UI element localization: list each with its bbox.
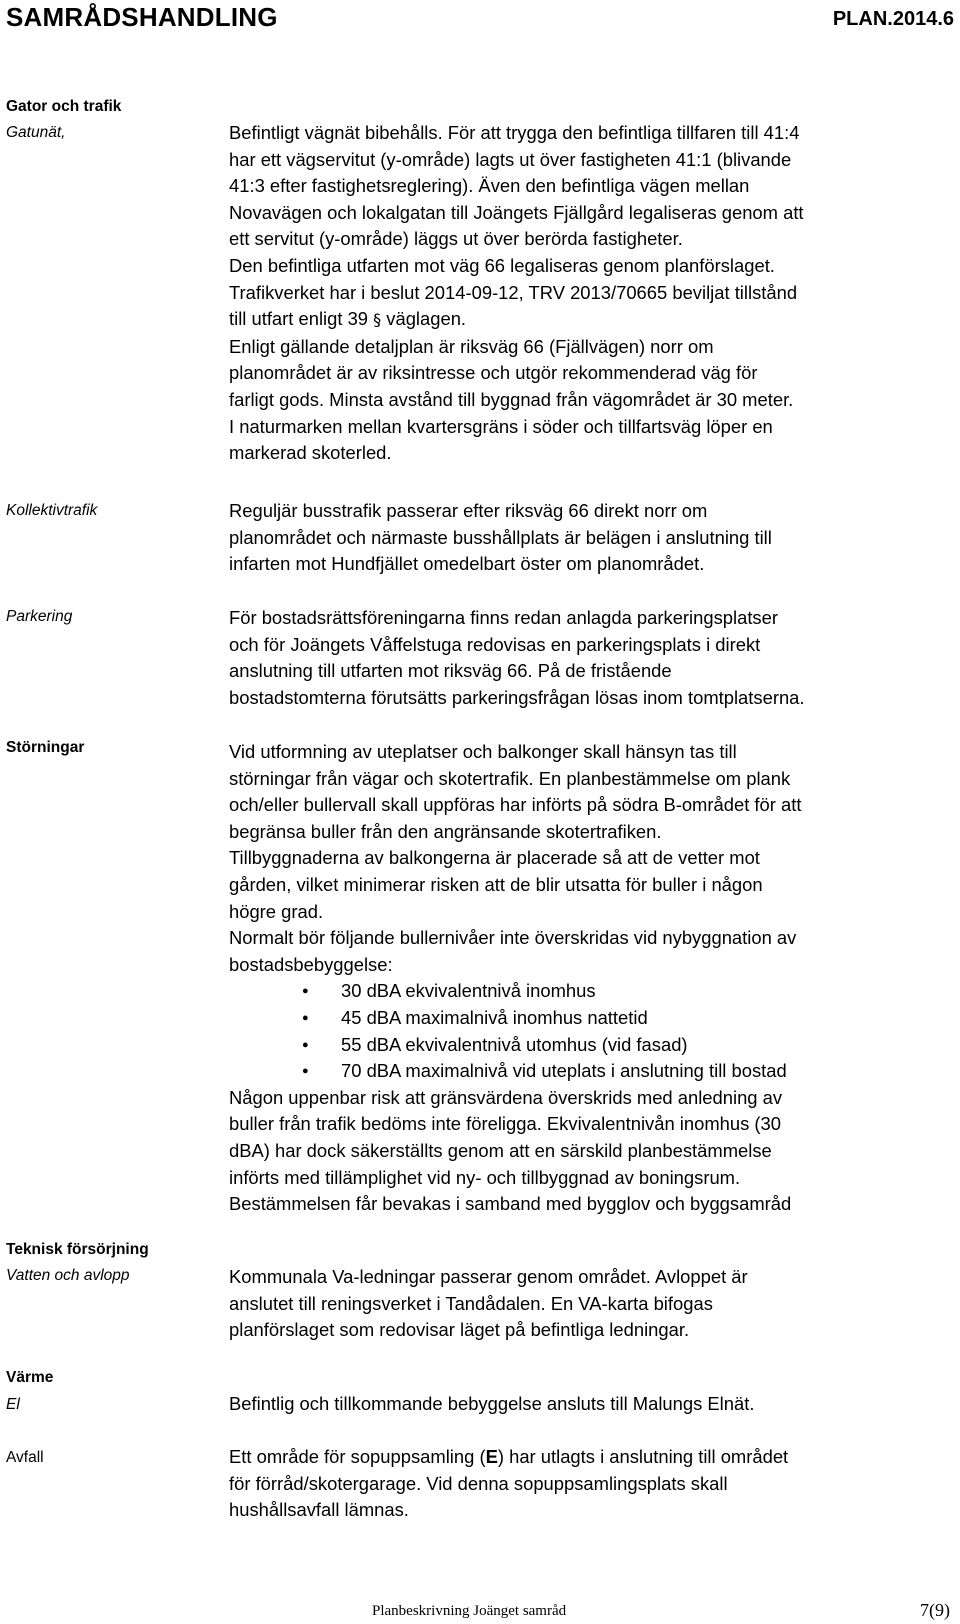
label-kollektivtrafik: Kollektivtrafik (6, 502, 98, 519)
text-line: Befintligt vägnät bibehålls. För att trygga den befintliga tillfaren till 41:4 (229, 122, 800, 143)
text-line: I naturmarken mellan kvartersgräns i söder och tillfartsväg löper en (229, 415, 773, 437)
text-line: dBA) har dock säkerställts genom att en särskild planbestämmelse (229, 1139, 772, 1161)
text-line: För bostadsrättsföreningarna finns redan anlagda parkeringsplatser (229, 607, 778, 628)
list-item: ● 45 dBA maximalnivå inomhus nattetid (229, 1005, 955, 1032)
page-header (6, 0, 954, 40)
section-parkering (229, 605, 955, 711)
utfart-text: till utfart enligt 39 (229, 308, 369, 330)
text-line: anslutet till reningsverket i Tandådalen. En VA-karta bifogas (229, 1292, 713, 1314)
label-el: El (6, 1396, 20, 1413)
text-line: införts med tillämplighet vid ny- och tillbyggnad av boningsrum. (229, 1166, 741, 1188)
text-line: Tillbyggnaderna av balkongerna är placerade så att de vetter mot (229, 847, 760, 869)
document-status-title: SAMRÅDSHANDLING (6, 2, 278, 32)
text-line: infarten mot Hundfjället omedelbart öster om planområdet. (229, 553, 705, 575)
text-line: och för Joängets Våffelstuga redovisas en parkeringsplats i direkt (229, 633, 761, 655)
text-line: Befintlig och tillkommande bebyggelse ansluts till Malungs Elnät. (229, 1393, 755, 1414)
page-footer (0, 1598, 960, 1624)
text-line: Trafikverket har i beslut 2014-09-12, TRV 2013/70665 beviljat tillstånd (229, 281, 798, 303)
list-item: ● 30 dBA ekvivalentnivå inomhus (229, 978, 955, 1005)
section-gatunat (229, 120, 955, 467)
text-line: Vid utformning av uteplatser och balkonger skall hänsyn tas till (229, 741, 737, 762)
page-number: 7(9) (920, 1600, 950, 1620)
section-kollektivtrafik (229, 498, 955, 578)
text-line: planförslaget som redovisar läget på befintliga ledningar. (229, 1319, 690, 1341)
text-line: Normalt bör följande bullernivåer inte överskridas vid nybyggnation av (229, 927, 797, 949)
text-line: bostadstomterna förutsätts parkeringsfrågan lösas inom tomtplatserna. (229, 686, 805, 708)
text-line: buller från trafik bedöms inte föreligga. Ekvivalentnivån inomhus (30 (229, 1113, 782, 1135)
text-line: gården, vilket minimerar risken att de blir utsatta för buller i någon (229, 873, 763, 895)
section-el (229, 1391, 955, 1418)
text-line: Den befintliga utfarten mot väg 66 legaliseras genom planförslaget. (229, 254, 775, 276)
label-vatten-och-avlopp: Vatten och avlopp (6, 1267, 130, 1284)
label-varme: Värme (6, 1369, 54, 1386)
label-avfall: Avfall (6, 1449, 44, 1466)
label-storningar: Störningar (6, 739, 85, 756)
plan-number: PLAN.2014.6 (832, 8, 954, 30)
label-parkering: Parkering (6, 608, 73, 625)
section-storningar (229, 739, 955, 1218)
text-line: anslutning till utfarten mot riksväg 66. På de fristående (229, 660, 672, 682)
section-vatten-och-avlopp (229, 1264, 955, 1344)
footer-document-name: Planbeskrivning Joänget samråd (372, 1603, 567, 1619)
text-line: Enligt gällande detaljplan är riksväg 66 (Fjällvägen) norr om (229, 335, 714, 357)
text-line: ett servitut (y-område) läggs ut över berörda fastigheter. (229, 228, 683, 250)
text-line: planområdet är av riksintresse och utgör rekommenderad väg för (229, 362, 758, 384)
noise-limits-list (229, 978, 955, 1084)
text-line: Bestämmelsen får bevakas i samband med bygglov och byggsamråd (229, 1193, 792, 1215)
text-line: Reguljär busstrafik passerar efter riksväg 66 direkt norr om (229, 500, 708, 521)
text-line: bostadsbebyggelse: (229, 953, 393, 975)
text-line: begränsa buller från den angränsande skotertrafiken. (229, 820, 662, 842)
list-item: ● 55 dBA ekvivalentnivå utomhus (vid fasad) (229, 1032, 955, 1059)
text-line (229, 1444, 955, 1471)
avfall-text-end: ) har utlagts i anslutning till området (497, 1446, 789, 1467)
section-avfall (229, 1444, 955, 1524)
paragraph-sign: § (373, 310, 382, 330)
text-line: störningar från vägar och skotertrafik. En planbestämmelse om plank (229, 767, 791, 789)
text-line: Novavägen och lokalgatan till Joängets Fjällgård legaliseras genom att (229, 201, 804, 223)
text-line: för förråd/skotergarage. Vid denna sopuppsamlingsplats skall (229, 1472, 728, 1494)
avfall-text-start: Ett område för sopuppsamling ( (229, 1446, 486, 1467)
text-line: har ett vägservitut (y-område) lagts ut över fastigheten 41:1 (blivande (229, 148, 792, 170)
text-line: 41:3 efter fastighetsreglering). Även den befintliga vägen mellan (229, 175, 750, 197)
text-line (229, 306, 955, 334)
text-line: Kommunala Va-ledningar passerar genom området. Avloppet är (229, 1266, 748, 1287)
text-line: och/eller bullervall skall uppföras har införts på södra B-området för att (229, 794, 802, 816)
text-line: planområdet och närmaste busshållplats är belägen i anslutning till (229, 526, 772, 548)
label-teknisk-forsorjning: Teknisk försörjning (6, 1241, 149, 1258)
list-item: ● 70 dBA maximalnivå vid uteplats i anslutning till bostad (229, 1058, 955, 1085)
text-line: farligt gods. Minsta avstånd till byggnad från vägområdet är 30 meter. (229, 388, 794, 410)
text-line: hushållsavfall lämnas. (229, 1499, 409, 1521)
vaglagen-text: väglagen. (386, 308, 467, 330)
text-line: högre grad. (229, 900, 324, 922)
area-code-e: E (485, 1446, 498, 1467)
label-gator-och-trafik: Gator och trafik (6, 98, 122, 115)
text-line: Någon uppenbar risk att gränsvärdena överskrids med anledning av (229, 1086, 783, 1108)
label-gatunat: Gatunät, (6, 124, 66, 141)
text-line: markerad skoterled. (229, 442, 392, 464)
